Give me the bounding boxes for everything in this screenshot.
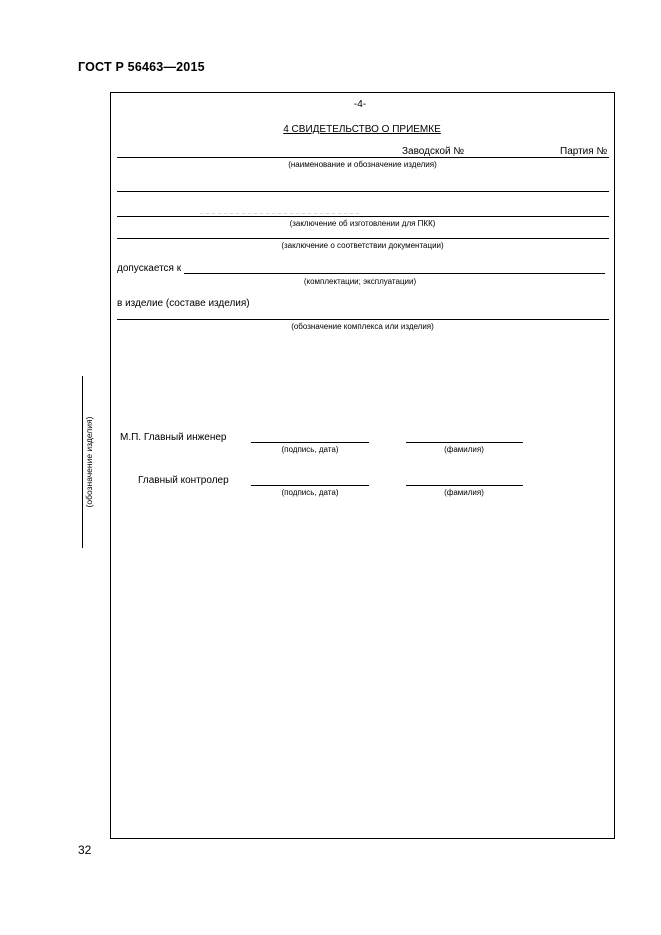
chief-controller-sign-line — [251, 485, 369, 486]
chief-engineer-name-caption: (фамилия) — [444, 445, 484, 454]
docs-conclusion-line — [117, 238, 609, 239]
completing-caption: (комплектации; эксплуатации) — [303, 277, 417, 286]
form-title: 4 СВИДЕТЕЛЬСТВО О ПРИЕМКЕ — [283, 124, 441, 135]
page-number: 32 — [78, 843, 92, 857]
side-label: (обозначение изделия) — [84, 416, 94, 508]
into-product-label: в изделие (составе изделия) — [117, 298, 250, 309]
faint-mark — [200, 213, 360, 214]
chief-controller-name-caption: (фамилия) — [444, 488, 484, 497]
chief-controller-label: Главный контролер — [138, 475, 229, 486]
chief-engineer-label: М.П. Главный инженер — [120, 432, 227, 443]
chief-engineer-name-line — [406, 442, 523, 443]
serial-label: Заводской № — [402, 146, 465, 157]
document-header: ГОСТ Р 56463—2015 — [78, 60, 205, 74]
chief-controller-name-line — [406, 485, 523, 486]
chief-controller-sign-caption: (подпись, дата) — [281, 488, 339, 497]
complex-designation-line — [117, 319, 609, 320]
blank-line — [117, 191, 609, 192]
chief-engineer-sign-caption: (подпись, дата) — [281, 445, 339, 454]
docs-conclusion-caption: (заключение о соответствии документации) — [281, 241, 444, 250]
chief-engineer-sign-line — [251, 442, 369, 443]
side-divider — [82, 376, 83, 548]
complex-designation-caption: (обозначение комплекса или изделия) — [291, 322, 434, 331]
batch-label: Партия № — [560, 146, 608, 157]
admitted-line — [184, 273, 605, 274]
admitted-label: допускается к — [117, 263, 182, 274]
sheet-number: -4- — [353, 99, 367, 110]
form-frame — [110, 92, 615, 839]
product-name-line — [117, 157, 609, 158]
manufacture-conclusion-caption: (заключение об изготовлении для ПКК) — [289, 219, 436, 228]
manufacture-conclusion-line — [117, 216, 609, 217]
product-name-caption: (наименование и обозначение изделия) — [288, 160, 437, 169]
